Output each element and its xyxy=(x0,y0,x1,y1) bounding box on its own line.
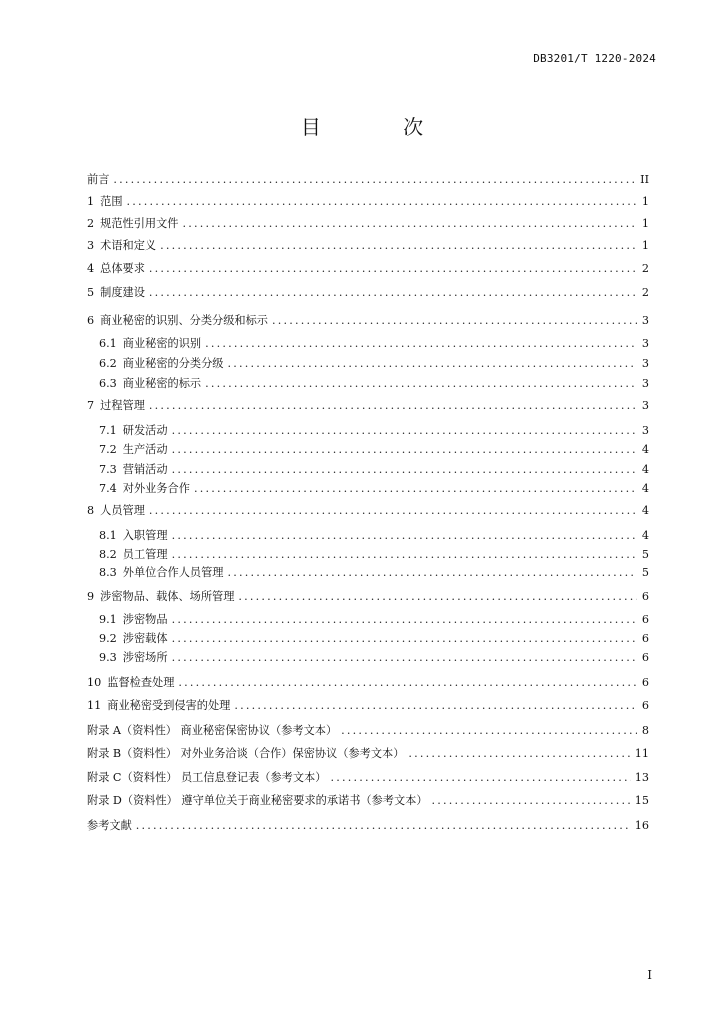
toc-entry-page: 6 xyxy=(641,651,649,664)
toc-entry-text: 制度建设 xyxy=(100,286,145,299)
toc-entry-label xyxy=(87,311,272,331)
toc-entry-label xyxy=(87,744,408,764)
toc-entry[interactable] xyxy=(99,334,649,354)
toc-leader-dots xyxy=(205,334,637,354)
toc-entry-number: 8.2 xyxy=(99,548,117,561)
toc-entry-text: 人员管理 xyxy=(100,504,145,517)
toc-entry-label xyxy=(87,791,432,811)
toc-entry-label xyxy=(87,214,182,234)
toc-entry[interactable] xyxy=(99,421,649,441)
toc-entry[interactable] xyxy=(87,721,649,741)
toc-entry-label xyxy=(87,673,178,693)
toc-entry-page: 6 xyxy=(641,613,649,626)
toc-entry-text: 术语和定义 xyxy=(100,239,157,252)
toc-entry[interactable] xyxy=(87,791,649,811)
toc-entry[interactable] xyxy=(99,460,649,480)
toc-entry-number: 7.2 xyxy=(99,443,117,456)
toc-entry-page: 2 xyxy=(641,286,649,299)
toc-entry[interactable] xyxy=(87,311,649,331)
toc-entry-label xyxy=(87,696,234,716)
toc-entry-text: 涉密物品、载体、场所管理 xyxy=(100,590,235,603)
toc-entry[interactable] xyxy=(99,526,649,546)
toc-leader-dots xyxy=(238,587,637,607)
toc-entry-page: 8 xyxy=(641,724,649,737)
toc-entry-page: 4 xyxy=(641,463,649,476)
toc-entry-text: 商业秘密的标示 xyxy=(122,377,202,390)
toc-entry-page: 3 xyxy=(641,399,649,412)
toc-entry-page: 13 xyxy=(634,771,649,784)
toc-leader-dots xyxy=(149,259,637,279)
toc-entry-label xyxy=(99,526,172,546)
toc-entry-number: 9.3 xyxy=(99,651,117,664)
toc-entry-label xyxy=(87,816,136,836)
toc-entry-text: 外单位合作人员管理 xyxy=(122,566,224,579)
toc-leader-dots xyxy=(127,192,637,212)
toc-entry-text: 生产活动 xyxy=(122,443,168,456)
toc-entry-page: 4 xyxy=(641,482,649,495)
toc-entry-label xyxy=(99,563,228,583)
toc-entry-page: 5 xyxy=(641,566,649,579)
toc-leader-dots xyxy=(136,816,631,836)
toc-entry-page: 1 xyxy=(641,239,649,252)
toc-entry[interactable] xyxy=(99,440,649,460)
toc-entry[interactable] xyxy=(99,629,649,649)
toc-leader-dots xyxy=(172,526,637,546)
toc-entry-number: 4 xyxy=(87,262,95,275)
toc-leader-dots xyxy=(149,283,637,303)
toc-entry-page: 6 xyxy=(641,699,649,712)
toc-entry-text: 员工管理 xyxy=(122,548,168,561)
toc-leader-dots xyxy=(113,170,636,190)
toc-leader-dots xyxy=(172,610,637,630)
toc-entry-text: 规范性引用文件 xyxy=(100,217,179,230)
toc-entry-label xyxy=(99,648,172,668)
page-number: I xyxy=(647,968,652,982)
toc-entry-text: 附录 D（资料性） 遵守单位关于商业秘密要求的承诺书（参考文本） xyxy=(87,794,428,807)
toc-entry-number: 9.1 xyxy=(99,613,117,626)
toc-entry-number: 8 xyxy=(87,504,95,517)
toc-entry-text: 附录 B（资料性） 对外业务洽谈（合作）保密协议（参考文本） xyxy=(87,747,405,760)
toc-entry-text: 涉密物品 xyxy=(122,613,168,626)
toc-entry-number: 8.3 xyxy=(99,566,117,579)
toc-entry-number: 10 xyxy=(87,676,102,689)
toc-entry-text: 涉密场所 xyxy=(122,651,168,664)
toc-entry-text: 商业秘密受到侵害的处理 xyxy=(107,699,231,712)
toc-leader-dots xyxy=(178,673,637,693)
toc-entry[interactable] xyxy=(87,673,649,693)
toc-entry-page: 3 xyxy=(641,337,649,350)
toc-entry-text: 总体要求 xyxy=(100,262,145,275)
toc-entry-label xyxy=(87,768,330,788)
toc-leader-dots xyxy=(234,696,637,716)
toc-entry-number: 1 xyxy=(87,195,95,208)
toc-entry-page: 6 xyxy=(641,676,649,689)
toc-entry[interactable] xyxy=(99,610,649,630)
toc-leader-dots xyxy=(172,629,637,649)
toc-entry-number: 7.4 xyxy=(99,482,117,495)
toc-entry[interactable] xyxy=(87,744,649,764)
toc-entry-text: 商业秘密的识别、分类分级和标示 xyxy=(100,314,268,327)
toc-entry-label xyxy=(87,236,160,256)
toc-leader-dots xyxy=(149,396,637,416)
toc-entry-number: 8.1 xyxy=(99,529,117,542)
toc-entry-label xyxy=(99,354,228,374)
toc-entry-text: 前言 xyxy=(87,173,110,186)
toc-leader-dots xyxy=(432,791,631,811)
toc-leader-dots xyxy=(172,421,637,441)
toc-entry-number: 6.1 xyxy=(99,337,117,350)
toc-entry-label xyxy=(87,501,149,521)
toc-entry[interactable] xyxy=(87,696,649,716)
toc-entry-number: 9 xyxy=(87,590,95,603)
toc-entry-text: 商业秘密的分类分级 xyxy=(122,357,224,370)
toc-entry[interactable] xyxy=(87,587,649,607)
toc-entry-label xyxy=(99,334,205,354)
toc-entry-label xyxy=(99,440,172,460)
toc-entry-label xyxy=(87,192,127,212)
toc-entry[interactable] xyxy=(99,648,649,668)
toc-entry-label xyxy=(99,479,194,499)
toc-leader-dots xyxy=(272,311,637,331)
toc-entry[interactable] xyxy=(87,768,649,788)
toc-entry-label xyxy=(99,610,172,630)
document-code: DB3201/T 1220-2024 xyxy=(533,52,656,65)
toc-leader-dots xyxy=(149,501,637,521)
toc-entry-page: 11 xyxy=(634,747,649,760)
toc-entry-number: 3 xyxy=(87,239,95,252)
toc-entry-page: 4 xyxy=(641,529,649,542)
page-title: 目 次 xyxy=(300,115,462,139)
toc-entry-text: 监督检查处理 xyxy=(107,676,175,689)
toc-entry-text: 营销活动 xyxy=(122,463,168,476)
toc-leader-dots xyxy=(172,460,637,480)
toc-entry[interactable] xyxy=(87,214,649,234)
toc-entry-page: 6 xyxy=(641,632,649,645)
toc-entry-page: 1 xyxy=(641,217,649,230)
toc-entry-text: 过程管理 xyxy=(100,399,145,412)
toc-entry[interactable] xyxy=(87,501,649,521)
toc-leader-dots xyxy=(160,236,637,256)
toc-entry-label xyxy=(87,587,238,607)
toc-entry[interactable] xyxy=(87,192,649,212)
toc-entry[interactable] xyxy=(87,396,649,416)
toc-leader-dots xyxy=(182,214,637,234)
toc-entry-number: 7 xyxy=(87,399,95,412)
toc-entry-number: 6.2 xyxy=(99,357,117,370)
toc-entry-label xyxy=(99,374,205,394)
toc-entry-number: 11 xyxy=(87,699,102,712)
toc-entry-number: 7.3 xyxy=(99,463,117,476)
toc-entry-page: 5 xyxy=(641,548,649,561)
toc-entry[interactable] xyxy=(99,479,649,499)
toc-entry[interactable] xyxy=(87,283,649,303)
toc-leader-dots xyxy=(228,563,638,583)
toc-entry-page: 4 xyxy=(641,504,649,517)
toc-entry[interactable] xyxy=(99,354,649,374)
toc-entry-text: 附录 A（资料性） 商业秘密保密协议（参考文本） xyxy=(87,724,338,737)
toc-leader-dots xyxy=(194,479,637,499)
toc-entry[interactable] xyxy=(87,236,649,256)
toc-leader-dots xyxy=(205,374,637,394)
toc-leader-dots xyxy=(341,721,637,741)
toc-entry-label xyxy=(99,629,172,649)
toc-entry[interactable] xyxy=(99,563,649,583)
toc-entry-number: 5 xyxy=(87,286,95,299)
toc-entry[interactable] xyxy=(99,545,649,565)
toc-leader-dots xyxy=(408,744,630,764)
toc-entry-number: 6 xyxy=(87,314,95,327)
toc-entry-page: 16 xyxy=(634,819,649,832)
toc-entry-page: II xyxy=(640,173,649,186)
toc-entry-page: 3 xyxy=(641,377,649,390)
toc-leader-dots xyxy=(172,545,637,565)
toc-entry-page: 2 xyxy=(641,262,649,275)
toc-entry-text: 范围 xyxy=(100,195,123,208)
toc-entry-page: 3 xyxy=(641,357,649,370)
toc-entry-page: 6 xyxy=(641,590,649,603)
toc-entry-label xyxy=(99,545,172,565)
toc-entry-page: 3 xyxy=(641,424,649,437)
toc-entry-label xyxy=(99,460,172,480)
toc-leader-dots xyxy=(172,648,637,668)
toc-entry-number: 9.2 xyxy=(99,632,117,645)
toc-entry-label xyxy=(87,170,113,190)
toc-entry-label xyxy=(87,283,149,303)
toc-entry-page: 4 xyxy=(641,443,649,456)
toc-entry-page: 15 xyxy=(634,794,649,807)
toc-entry-text: 商业秘密的识别 xyxy=(122,337,202,350)
toc-entry-number: 6.3 xyxy=(99,377,117,390)
toc-entry-text: 研发活动 xyxy=(122,424,168,437)
toc-entry-page: 1 xyxy=(641,195,649,208)
toc-entry[interactable] xyxy=(87,259,649,279)
toc-entry-label xyxy=(87,259,149,279)
toc-entry-label xyxy=(99,421,172,441)
toc-entry-text: 涉密载体 xyxy=(122,632,168,645)
toc-entry-text: 入职管理 xyxy=(122,529,168,542)
toc-entry-label xyxy=(87,721,341,741)
toc-entry-text: 附录 C（资料性） 员工信息登记表（参考文本） xyxy=(87,771,327,784)
toc-entry-number: 7.1 xyxy=(99,424,117,437)
toc-leader-dots xyxy=(172,440,637,460)
toc-leader-dots xyxy=(228,354,638,374)
toc-entry[interactable] xyxy=(87,816,649,836)
toc-entry-number: 2 xyxy=(87,217,95,230)
toc-entry-text: 对外业务合作 xyxy=(122,482,190,495)
toc-leader-dots xyxy=(330,768,630,788)
toc-entry-label xyxy=(87,396,149,416)
toc-entry-text: 参考文献 xyxy=(87,819,132,832)
toc-entry[interactable] xyxy=(99,374,649,394)
toc-entry[interactable] xyxy=(87,170,649,190)
toc-entry-page: 3 xyxy=(641,314,649,327)
